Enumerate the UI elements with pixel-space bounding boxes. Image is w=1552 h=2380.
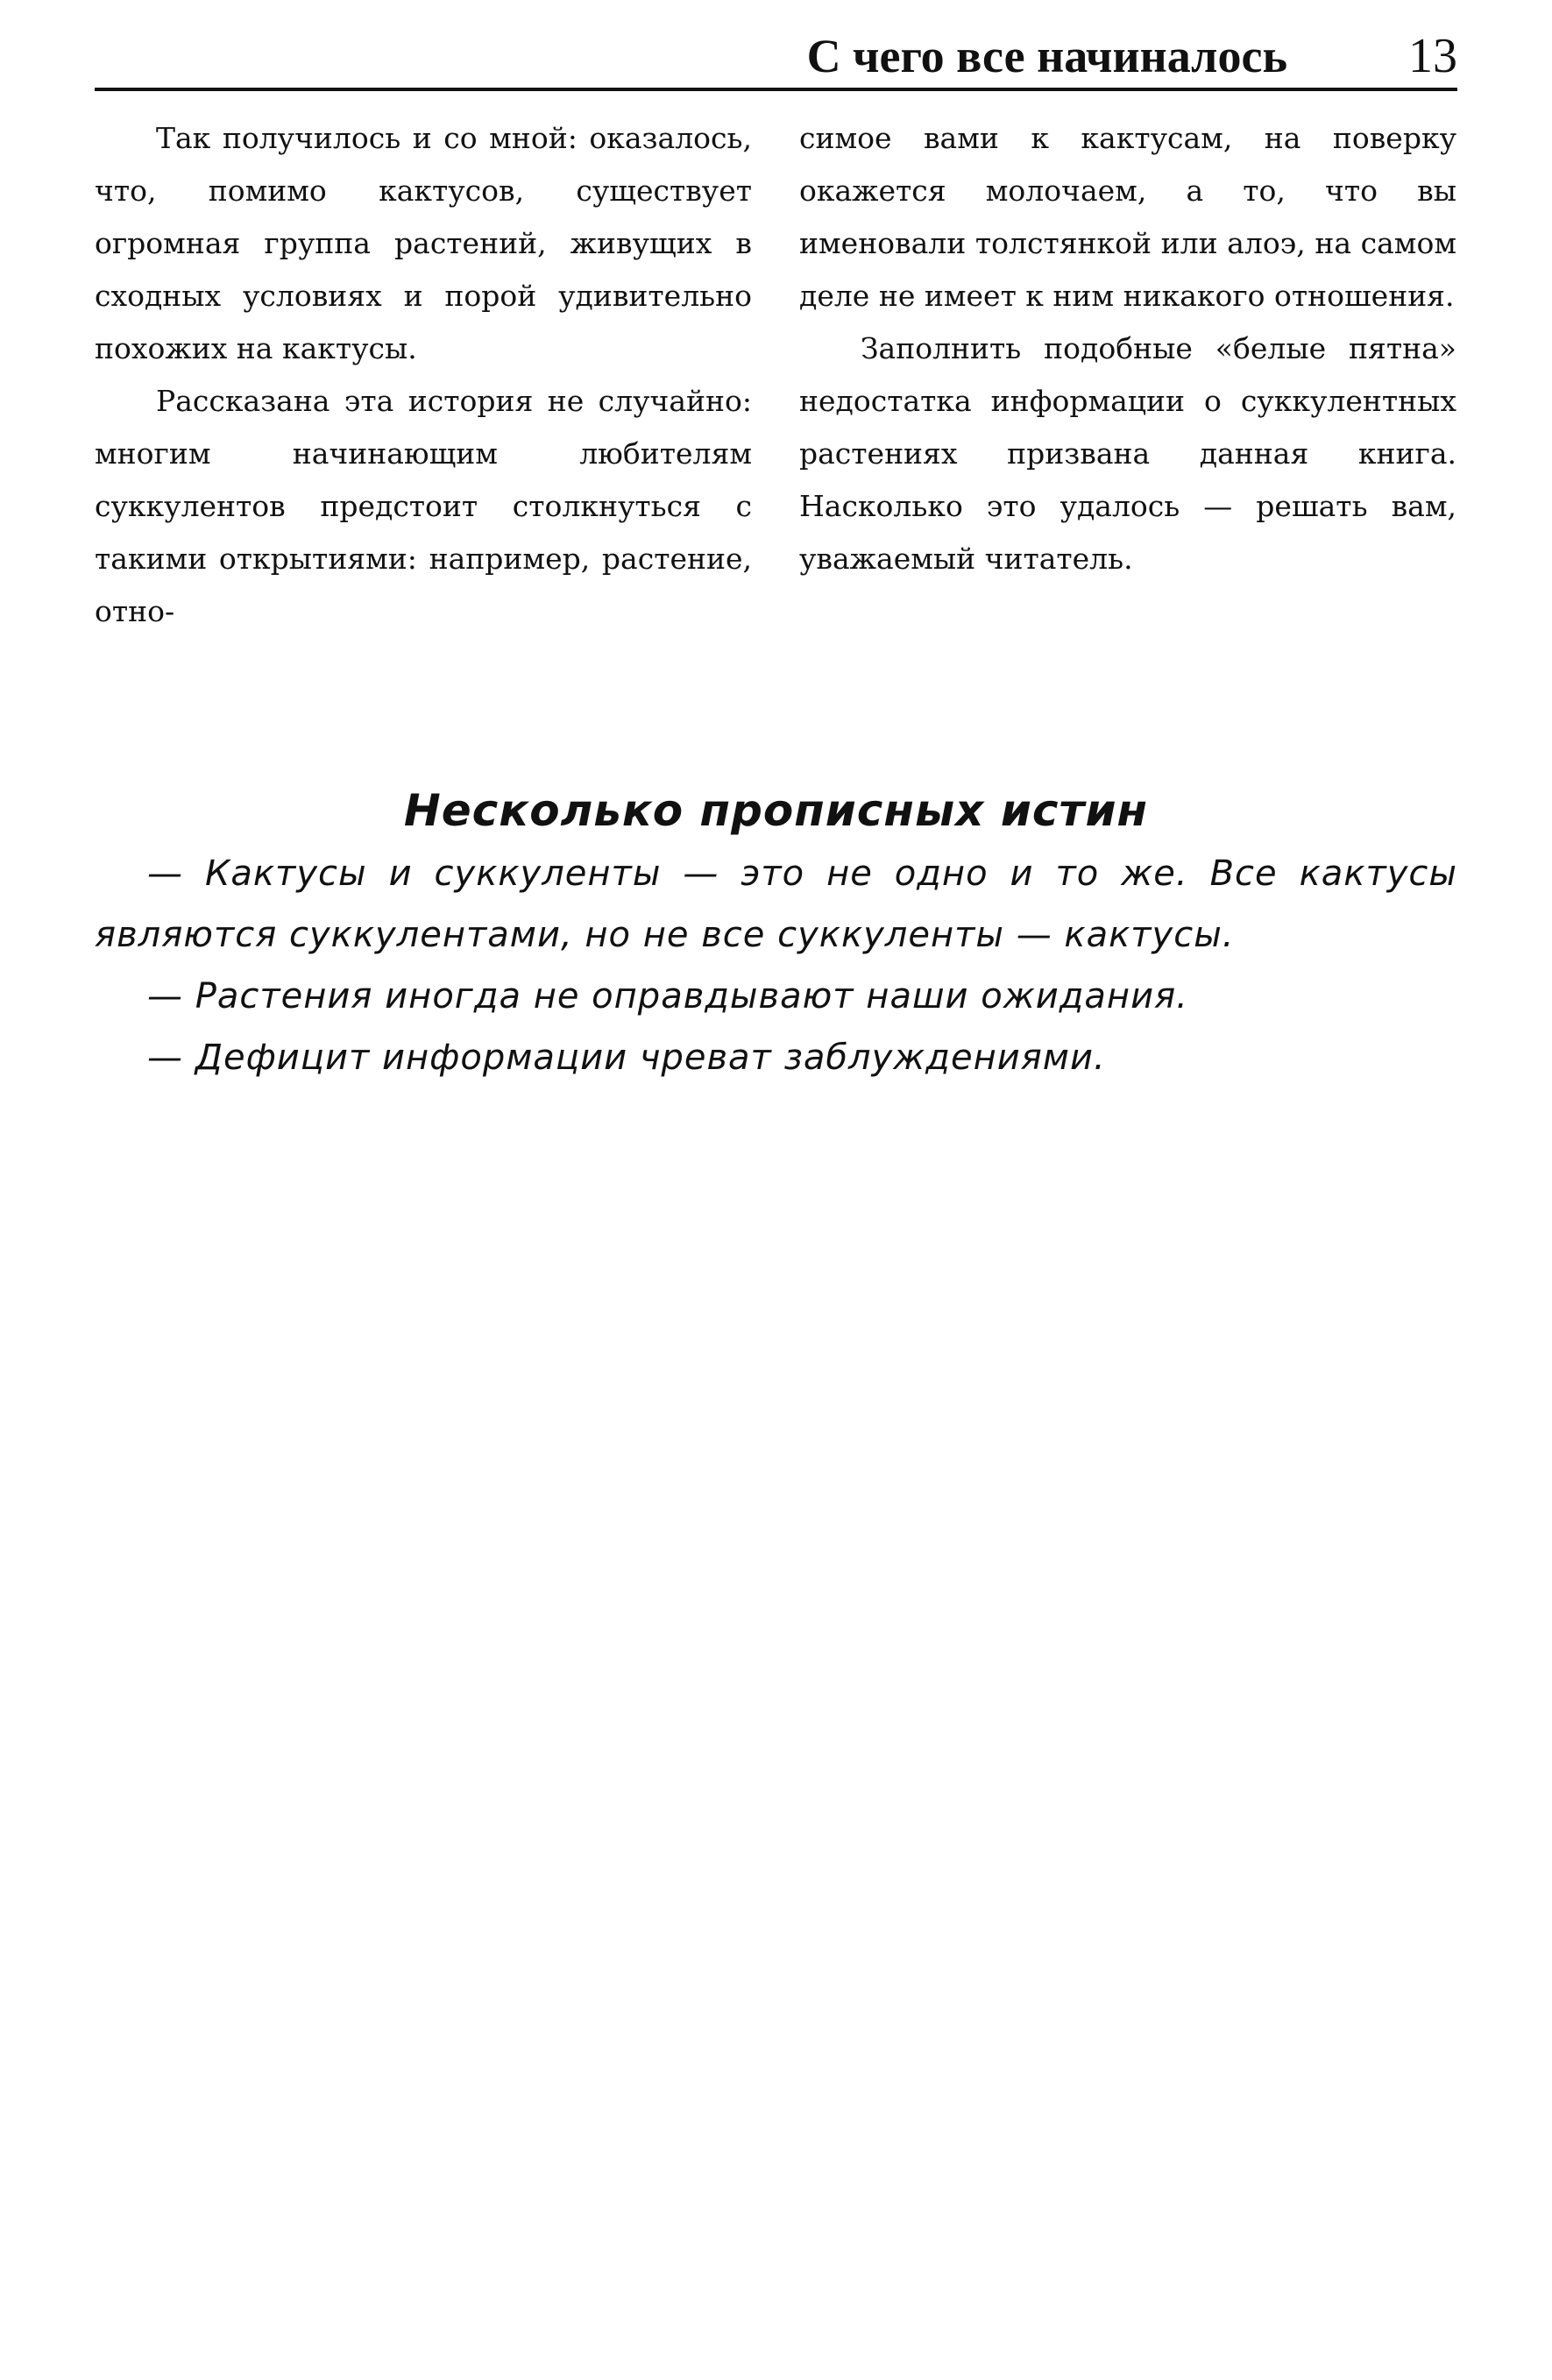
paragraph: Заполнить подобные «белые пятна» недостатка информации о суккулентных растениях призвана данная книга. Насколько это удалось — решать вам, уважаемый читатель. xyxy=(799,331,1456,576)
running-head xyxy=(95,19,1457,88)
truths-list xyxy=(95,843,1457,1088)
truth-item: — Растения иногда не оправдывают наши ожидания. xyxy=(147,976,1188,1016)
right-column xyxy=(799,112,1456,585)
page-number: 13 xyxy=(1408,29,1457,83)
sidebar-title: Несколько прописных истин xyxy=(403,785,1149,836)
truth-item: — Кактусы и суккуленты — это не одно и то же. Все кактусы являются суккулентами, но не все суккуленты — кактусы. xyxy=(95,854,1457,955)
paragraph-continued: симое вами к кактусам, на поверку окажется молочаем, а то, что вы именовали толстянкой или алоэ, на самом деле не имеет к ним никакого отношения. xyxy=(799,121,1456,313)
paragraph: Рассказана эта история не случайно: многим начинающим любителям суккулентов предстоит столкнуться с такими открытиями: например, растение, отно- xyxy=(95,384,752,628)
paragraph: Так получилось и со мной: оказалось, что, помимо кактусов, существует огромная группа растений, живущих в сходных условиях и порой удивительно похожих на кактусы. xyxy=(95,121,752,365)
truth-item: — Дефицит информации чреват заблуждениями. xyxy=(147,1038,1106,1078)
left-column xyxy=(95,112,752,638)
header-rule xyxy=(95,88,1457,91)
chapter-title: С чего все начиналось xyxy=(806,30,1287,82)
